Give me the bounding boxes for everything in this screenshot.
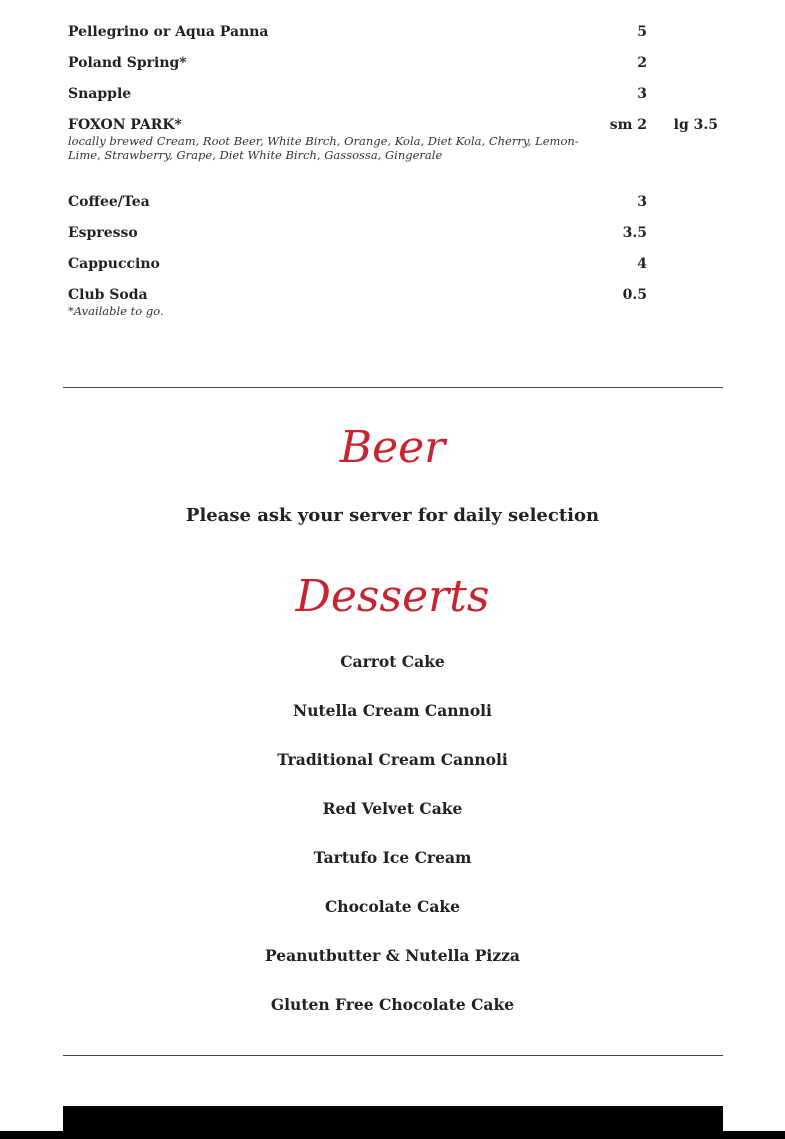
drink-price: 0.5 <box>622 287 647 303</box>
drink-item-coffee-tea <box>68 192 728 223</box>
section-divider <box>63 387 723 388</box>
drink-name: Pellegrino or Aqua Panna <box>68 24 269 40</box>
drink-price: 4 <box>637 256 647 272</box>
drink-footnote: *Available to go. <box>68 304 164 318</box>
drink-description: locally brewed Cream, Root Beer, White Birch, Orange, Kola, Diet Kola, Cherry, Lemon-Lime, Strawberry, Grape, Diet White Birch, Gassossa, Gingerale <box>68 134 579 162</box>
drink-name: Snapple <box>68 86 132 102</box>
drink-item-snapple <box>68 84 728 115</box>
drink-item-cappuccino <box>68 254 728 285</box>
desserts-section-title: Desserts <box>295 571 490 622</box>
drink-name: Club Soda <box>68 287 148 303</box>
dessert-item: Chocolate Cake <box>324 897 461 916</box>
drink-price: 3 <box>637 86 647 102</box>
drink-price-small: sm 2 <box>609 117 647 133</box>
drink-price-large: lg 3.5 <box>673 117 718 133</box>
dessert-item: Traditional Cream Cannoli <box>277 750 508 769</box>
dessert-item: Nutella Cream Cannoli <box>293 701 492 720</box>
drink-price: 3 <box>637 194 647 210</box>
drink-name: Cappuccino <box>68 256 160 272</box>
section-divider <box>63 1055 723 1056</box>
dessert-item: Peanutbutter & Nutella Pizza <box>265 946 520 965</box>
footer-strip <box>0 1131 785 1139</box>
drink-item-pellegrino <box>68 22 728 53</box>
beer-note: Please ask your server for daily selection <box>185 505 600 526</box>
drink-price: 5 <box>637 24 647 40</box>
drink-name: FOXON PARK* <box>68 117 182 133</box>
dessert-item: Carrot Cake <box>340 652 445 671</box>
beer-section-title: Beer <box>339 422 446 473</box>
dessert-item: Red Velvet Cake <box>322 799 463 818</box>
drink-price: 2 <box>637 55 647 71</box>
drinks-list <box>68 22 728 331</box>
drink-name: Poland Spring* <box>68 55 187 71</box>
drink-item-foxon-park <box>68 115 728 192</box>
drink-name: Espresso <box>68 225 138 241</box>
drink-item-club-soda <box>68 285 728 331</box>
drink-item-espresso <box>68 223 728 254</box>
drink-item-poland-spring <box>68 53 728 84</box>
dessert-item: Tartufo Ice Cream <box>313 848 472 867</box>
drink-price: 3.5 <box>622 225 647 241</box>
drink-name: Coffee/Tea <box>68 194 150 210</box>
dessert-item: Gluten Free Chocolate Cake <box>270 995 515 1014</box>
dessert-list <box>0 651 785 1043</box>
